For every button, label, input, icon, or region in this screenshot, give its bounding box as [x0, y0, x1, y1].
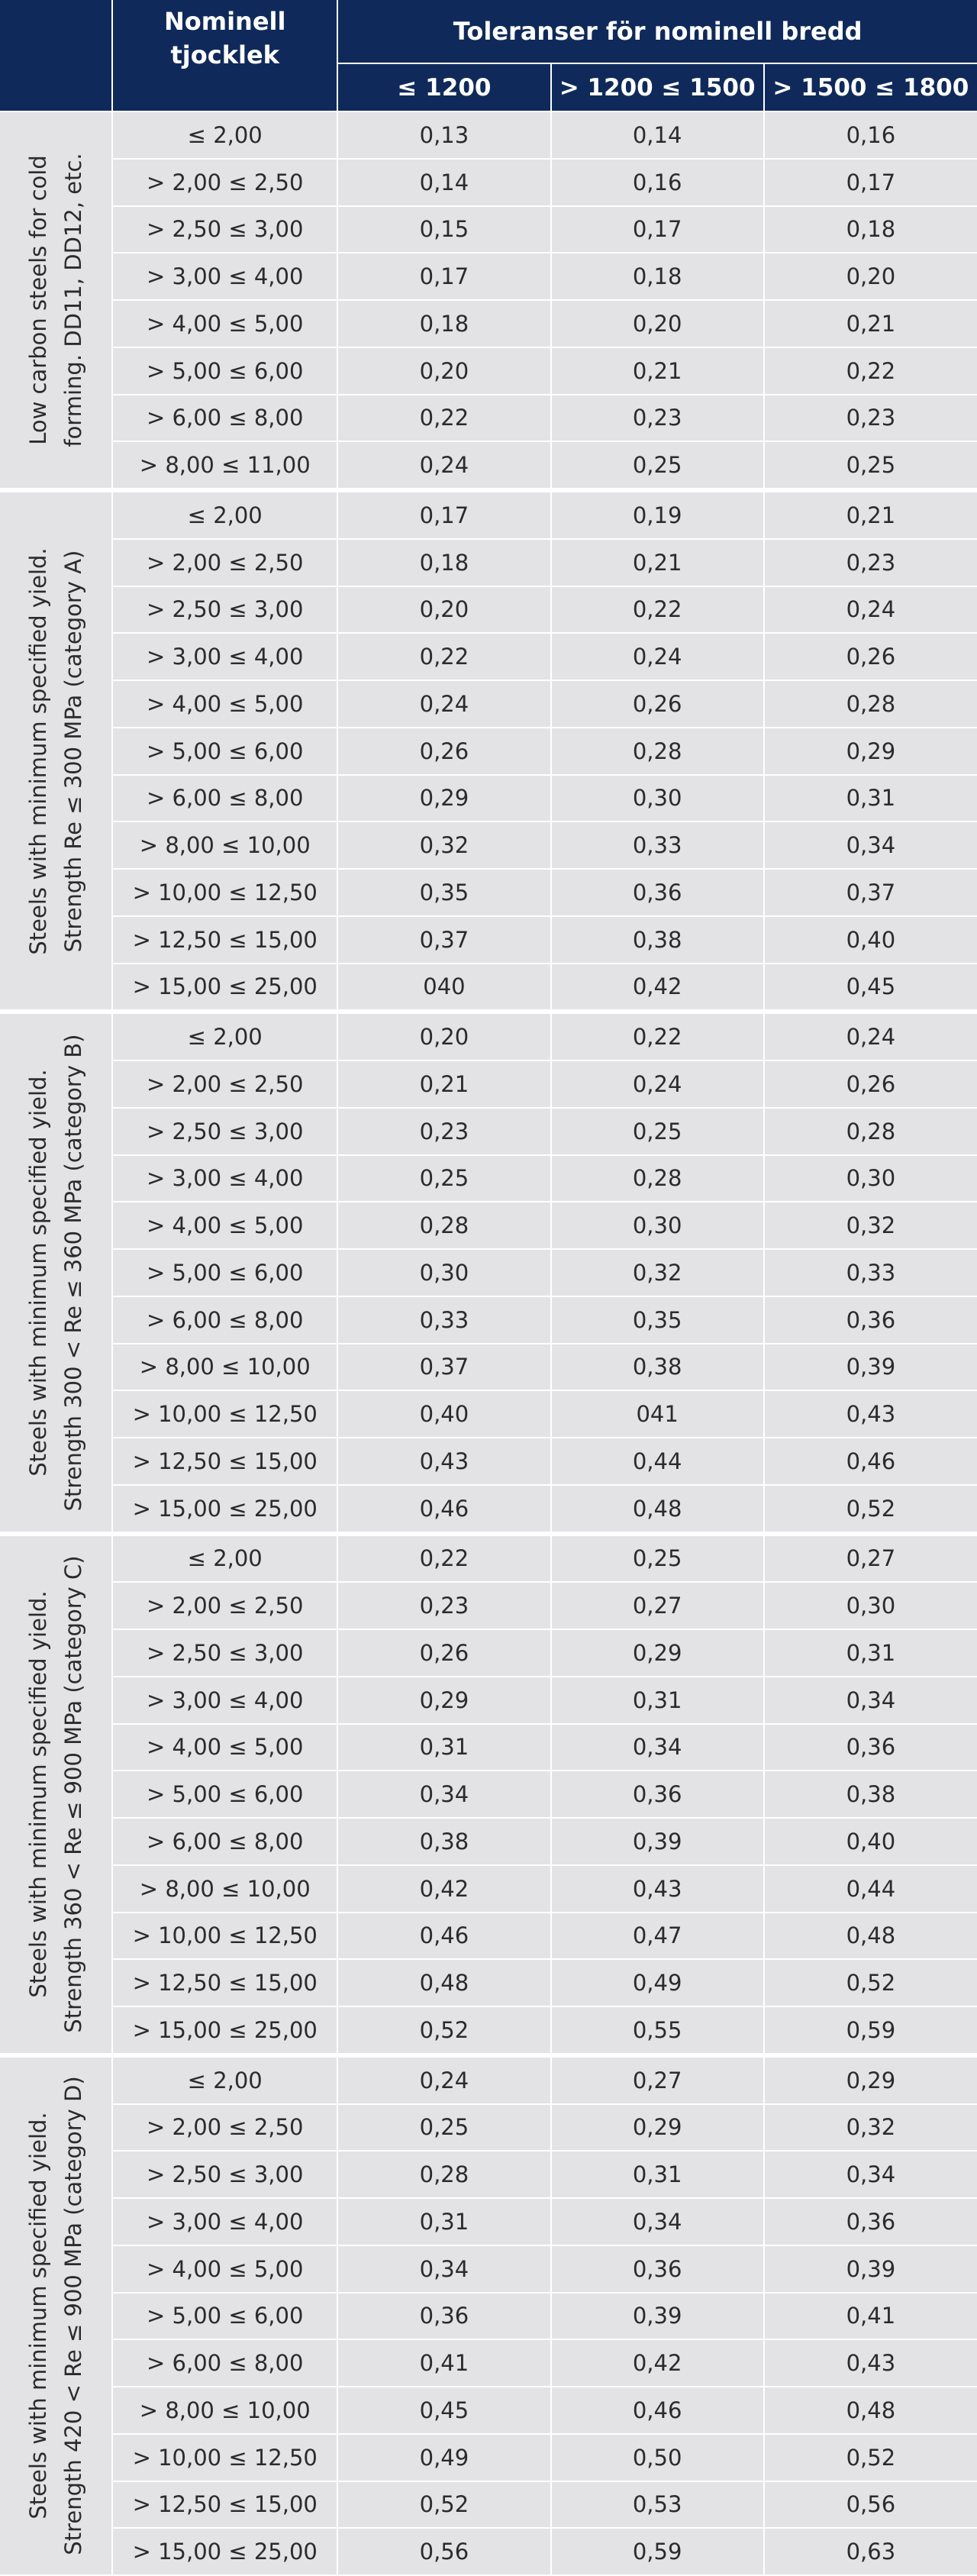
tolerance-cell: 0,29 [764, 2055, 977, 2104]
thickness-cell: > 8,00 ≤ 10,00 [112, 2387, 337, 2434]
thickness-cell: > 2,00 ≤ 2,50 [112, 2104, 337, 2152]
tolerance-cell: 0,23 [551, 395, 764, 442]
thickness-cell: > 4,00 ≤ 5,00 [112, 1724, 337, 1771]
thickness-cell: > 6,00 ≤ 8,00 [112, 2339, 337, 2387]
tolerance-cell: 0,52 [764, 1485, 977, 1534]
tolerance-cell: 0,32 [337, 822, 550, 869]
tolerance-cell: 0,31 [337, 1724, 550, 1771]
thickness-cell: > 3,00 ≤ 4,00 [112, 633, 337, 680]
tolerance-cell: 0,30 [764, 1155, 977, 1202]
tolerance-cell: 0,44 [551, 1438, 764, 1485]
thickness-cell: ≤ 2,00 [112, 111, 337, 159]
tolerance-cell: 0,20 [337, 586, 550, 634]
tolerance-cell: 0,18 [551, 253, 764, 300]
table-row [0, 1959, 977, 2006]
tolerance-cell: 0,35 [551, 1296, 764, 1344]
thickness-cell: > 12,50 ≤ 15,00 [112, 916, 337, 964]
tolerance-cell: 0,25 [551, 441, 764, 490]
tolerance-cell: 0,16 [551, 159, 764, 206]
tolerance-cell: 0,24 [551, 633, 764, 680]
tolerance-cell: 0,43 [764, 1390, 977, 1438]
table-row [0, 300, 977, 347]
thickness-cell: > 2,50 ≤ 3,00 [112, 1629, 337, 1677]
tolerance-cell: 0,24 [764, 586, 977, 634]
tolerance-cell: 0,43 [764, 2339, 977, 2387]
table-row [0, 1155, 977, 1202]
tolerance-cell: 0,29 [337, 1677, 550, 1724]
tolerance-cell: 0,25 [337, 1155, 550, 1202]
tolerance-cell: 0,31 [337, 2198, 550, 2245]
table-row [0, 2434, 977, 2481]
width-header-1: ≤ 1200 [337, 63, 550, 111]
tolerance-cell: 0,45 [764, 964, 977, 1012]
tolerance-cell: 0,43 [337, 1438, 550, 1485]
table-row [0, 1060, 977, 1108]
tolerance-cell: 0,27 [551, 1582, 764, 1629]
thickness-cell: > 4,00 ≤ 5,00 [112, 1202, 337, 1249]
tolerance-cell: 0,22 [551, 1012, 764, 1060]
group-label-line: Steels with minimum specified yield. [25, 547, 52, 955]
tolerance-cell: 0,48 [764, 1913, 977, 1960]
table-row [0, 1818, 977, 1865]
tolerance-cell: 0,39 [764, 1344, 977, 1391]
table-row [0, 1344, 977, 1391]
table-row [0, 490, 977, 539]
thickness-cell: ≤ 2,00 [112, 2055, 337, 2104]
tolerance-cell: 0,38 [551, 1344, 764, 1391]
thickness-cell: > 2,00 ≤ 2,50 [112, 1060, 337, 1108]
tolerance-cell: 0,29 [551, 1629, 764, 1677]
table-row [0, 2006, 977, 2055]
thickness-cell: > 5,00 ≤ 6,00 [112, 1249, 337, 1296]
tolerance-cell: 0,56 [337, 2528, 550, 2575]
tolerance-cell: 0,20 [337, 347, 550, 395]
tolerance-cell: 0,53 [551, 2481, 764, 2529]
tolerance-cell: 0,24 [337, 2055, 550, 2104]
table-row [0, 1534, 977, 1583]
group-label-cell [0, 490, 112, 1012]
thickness-cell: > 6,00 ≤ 8,00 [112, 1296, 337, 1344]
thickness-cell: > 2,50 ≤ 3,00 [112, 2151, 337, 2198]
tolerance-cell: 0,22 [551, 586, 764, 634]
tolerance-cell: 0,25 [551, 1534, 764, 1583]
tolerance-cell: 0,18 [337, 300, 550, 347]
tolerance-cell: 0,33 [337, 1296, 550, 1344]
tolerance-cell: 0,34 [337, 2245, 550, 2293]
thickness-cell: > 15,00 ≤ 25,00 [112, 2528, 337, 2575]
thickness-cell: > 6,00 ≤ 8,00 [112, 1818, 337, 1865]
thickness-cell: > 8,00 ≤ 10,00 [112, 822, 337, 869]
tolerance-cell: 0,21 [551, 539, 764, 586]
table-row [0, 2481, 977, 2529]
tolerance-cell: 0,39 [551, 1818, 764, 1865]
thickness-cell: > 6,00 ≤ 8,00 [112, 775, 337, 822]
tolerance-cell: 0,14 [337, 159, 550, 206]
tolerance-cell: 0,31 [551, 1677, 764, 1724]
table-row [0, 1913, 977, 1960]
group-label-line: Steels with minimum specified yield. [25, 1069, 52, 1477]
table-row [0, 822, 977, 869]
table-row [0, 1108, 977, 1155]
tolerance-cell: 0,29 [764, 728, 977, 775]
group-label-cell [0, 2055, 112, 2575]
thickness-cell: > 10,00 ≤ 12,50 [112, 1390, 337, 1438]
tolerance-cell: 0,37 [337, 1344, 550, 1391]
thickness-cell: > 12,50 ≤ 15,00 [112, 1438, 337, 1485]
tolerance-cell: 0,34 [764, 1677, 977, 1724]
table-row [0, 1296, 977, 1344]
tolerance-cell: 0,46 [337, 1485, 550, 1534]
tolerance-cell: 0,38 [764, 1771, 977, 1818]
table-row [0, 1390, 977, 1438]
table-row [0, 964, 977, 1012]
table-row [0, 159, 977, 206]
thickness-cell: ≤ 2,00 [112, 490, 337, 539]
thickness-cell: > 5,00 ≤ 6,00 [112, 2293, 337, 2340]
tolerance-cell: 0,52 [337, 2006, 550, 2055]
tolerance-cell: 0,52 [764, 1959, 977, 2006]
tolerance-cell: 0,30 [551, 1202, 764, 1249]
thickness-cell: > 3,00 ≤ 4,00 [112, 253, 337, 300]
thickness-header: Nominell tjocklek [112, 0, 337, 111]
tolerance-cell: 0,50 [551, 2434, 764, 2481]
tolerance-cell: 0,20 [764, 253, 977, 300]
tolerance-cell: 0,30 [764, 1582, 977, 1629]
thickness-cell: > 5,00 ≤ 6,00 [112, 1771, 337, 1818]
group-label-line: Steels with minimum specified yield. [25, 2112, 52, 2520]
thickness-cell: > 2,00 ≤ 2,50 [112, 1582, 337, 1629]
tolerance-cell: 0,42 [551, 2339, 764, 2387]
tolerance-cell: 0,29 [337, 775, 550, 822]
tolerance-cell: 0,27 [764, 1534, 977, 1583]
tolerance-cell: 0,48 [337, 1959, 550, 2006]
table-row [0, 539, 977, 586]
thickness-cell: > 2,50 ≤ 3,00 [112, 1108, 337, 1155]
table-row [0, 347, 977, 395]
thickness-cell: > 15,00 ≤ 25,00 [112, 2006, 337, 2055]
thickness-cell: > 5,00 ≤ 6,00 [112, 347, 337, 395]
tolerance-cell: 0,44 [764, 1865, 977, 1913]
table-row [0, 1012, 977, 1060]
tolerance-cell: 0,36 [551, 869, 764, 916]
tolerance-cell: 0,43 [551, 1865, 764, 1913]
table-body [0, 111, 977, 2575]
tolerance-cell: 041 [551, 1390, 764, 1438]
tolerance-cell: 0,26 [551, 680, 764, 728]
table-row [0, 1249, 977, 1296]
tolerance-cell: 0,28 [551, 728, 764, 775]
table-row [0, 869, 977, 916]
table-row [0, 111, 977, 159]
tolerance-cell: 0,55 [551, 2006, 764, 2055]
tolerance-cell: 0,20 [337, 1012, 550, 1060]
tolerance-cell: 0,21 [551, 347, 764, 395]
tolerance-cell: 0,15 [337, 206, 550, 253]
tolerance-cell: 0,56 [764, 2481, 977, 2529]
thickness-cell: > 15,00 ≤ 25,00 [112, 964, 337, 1012]
tolerance-cell: 0,22 [337, 395, 550, 442]
tolerance-cell: 0,26 [764, 1060, 977, 1108]
thickness-cell: > 4,00 ≤ 5,00 [112, 300, 337, 347]
table-row [0, 1582, 977, 1629]
tolerance-cell: 0,35 [337, 869, 550, 916]
group-label-line: Strength 300 < Re ≤ 360 MPa (category B) [60, 1034, 87, 1512]
corner-header [0, 0, 112, 111]
tolerance-cell: 0,17 [337, 253, 550, 300]
table-row [0, 916, 977, 964]
tolerance-cell: 0,25 [551, 1108, 764, 1155]
table-row [0, 2151, 977, 2198]
tolerance-cell: 0,46 [337, 1913, 550, 1960]
thickness-cell: > 2,00 ≤ 2,50 [112, 159, 337, 206]
thickness-cell: > 12,50 ≤ 15,00 [112, 1959, 337, 2006]
tolerance-cell: 0,40 [764, 916, 977, 964]
tolerance-cell: 0,26 [337, 1629, 550, 1677]
tolerance-cell: 0,26 [337, 728, 550, 775]
tolerance-cell: 0,31 [764, 775, 977, 822]
tolerance-cell: 0,21 [764, 300, 977, 347]
tolerance-cell: 0,28 [551, 1155, 764, 1202]
tolerance-cell: 0,46 [551, 2387, 764, 2434]
tolerance-cell: 0,31 [551, 2151, 764, 2198]
tolerance-cell: 0,48 [764, 2387, 977, 2434]
tolerance-cell: 0,23 [337, 1582, 550, 1629]
thickness-cell: > 5,00 ≤ 6,00 [112, 728, 337, 775]
tolerance-cell: 0,28 [764, 680, 977, 728]
tolerance-cell: 0,31 [764, 1629, 977, 1677]
tolerance-cell: 0,23 [337, 1108, 550, 1155]
tolerance-cell: 0,18 [337, 539, 550, 586]
group-label-line: Low carbon steels for cold [25, 155, 52, 445]
tolerance-cell: 0,63 [764, 2528, 977, 2575]
tolerance-header: Toleranser för nominell bredd [337, 0, 977, 63]
tolerance-cell: 0,25 [764, 441, 977, 490]
tolerance-cell: 0,30 [551, 775, 764, 822]
tolerance-cell: 0,37 [764, 869, 977, 916]
group-label [21, 2077, 91, 2555]
table-row [0, 2387, 977, 2434]
thickness-cell: > 10,00 ≤ 12,50 [112, 869, 337, 916]
group-label-line: Strength 360 < Re ≤ 900 MPa (category C) [60, 1555, 87, 2033]
tolerance-cell: 0,28 [337, 1202, 550, 1249]
tolerance-cell: 0,29 [551, 2104, 764, 2152]
tolerance-cell: 0,28 [764, 1108, 977, 1155]
tolerance-cell: 0,34 [551, 2198, 764, 2245]
tolerance-cell: 0,46 [764, 1438, 977, 1485]
tolerance-cell: 0,48 [551, 1485, 764, 1534]
tolerance-cell: 0,34 [764, 822, 977, 869]
table-row [0, 2104, 977, 2152]
table-row [0, 2339, 977, 2387]
tolerance-cell: 0,14 [551, 111, 764, 159]
table-row [0, 1771, 977, 1818]
tolerance-cell: 0,30 [337, 1249, 550, 1296]
width-header-2: > 1200 ≤ 1500 [551, 63, 764, 111]
tolerance-cell: 0,32 [764, 2104, 977, 2152]
table-row [0, 728, 977, 775]
tolerance-cell: 0,36 [764, 1296, 977, 1344]
tolerance-cell: 0,38 [337, 1818, 550, 1865]
thickness-cell: > 10,00 ≤ 12,50 [112, 2434, 337, 2481]
tolerance-cell: 0,36 [551, 2245, 764, 2293]
table-row [0, 680, 977, 728]
tolerance-cell: 0,16 [764, 111, 977, 159]
tolerance-cell: 0,49 [551, 1959, 764, 2006]
tolerance-cell: 0,27 [551, 2055, 764, 2104]
group-label-cell [0, 1012, 112, 1533]
tolerance-cell: 0,52 [764, 2434, 977, 2481]
group-label [21, 1034, 91, 1511]
tolerance-cell: 0,23 [764, 539, 977, 586]
tolerance-cell: 0,24 [764, 1012, 977, 1060]
group-label-line: Steels with minimum specified yield. [25, 1590, 52, 1998]
thickness-cell: > 2,00 ≤ 2,50 [112, 539, 337, 586]
tolerance-cell: 0,33 [551, 822, 764, 869]
group-label-line: forming. DD11, DD12, etc. [60, 153, 87, 447]
table-row [0, 633, 977, 680]
table-row [0, 395, 977, 442]
table-row [0, 441, 977, 490]
thickness-cell: > 6,00 ≤ 8,00 [112, 395, 337, 442]
tolerance-cell: 0,34 [337, 1771, 550, 1818]
tolerance-cell: 0,23 [764, 395, 977, 442]
tolerance-cell: 0,32 [764, 1202, 977, 1249]
tolerance-cell: 0,52 [337, 2481, 550, 2529]
tolerance-cell: 0,49 [337, 2434, 550, 2481]
thickness-cell: > 12,50 ≤ 15,00 [112, 2481, 337, 2529]
thickness-cell: > 3,00 ≤ 4,00 [112, 2198, 337, 2245]
tolerance-cell: 0,39 [764, 2245, 977, 2293]
tolerance-cell: 0,59 [551, 2528, 764, 2575]
tolerance-cell: 0,40 [764, 1818, 977, 1865]
tolerance-cell: 0,22 [337, 633, 550, 680]
group-label [21, 153, 91, 447]
thickness-cell: > 15,00 ≤ 25,00 [112, 1485, 337, 1534]
table-row [0, 253, 977, 300]
table-row [0, 2245, 977, 2293]
tolerance-cell: 0,22 [764, 347, 977, 395]
group-label-line: Strength Re ≤ 300 MPa (category A) [60, 550, 87, 952]
tolerance-cell: 0,36 [764, 2198, 977, 2245]
width-header-3: > 1500 ≤ 1800 [764, 63, 977, 111]
table-row [0, 1677, 977, 1724]
tolerance-cell: 0,24 [337, 441, 550, 490]
thickness-cell: > 10,00 ≤ 12,50 [112, 1913, 337, 1960]
table-row [0, 1438, 977, 1485]
group-label [21, 1556, 91, 2033]
thickness-cell: > 2,50 ≤ 3,00 [112, 586, 337, 634]
group-label-line: Strength 420 < Re ≤ 900 MPa (category D) [60, 2076, 87, 2556]
thickness-cell: > 4,00 ≤ 5,00 [112, 2245, 337, 2293]
table-row [0, 586, 977, 634]
tolerance-cell: 0,36 [337, 2293, 550, 2340]
tolerance-cell: 0,17 [551, 206, 764, 253]
group-label [21, 547, 91, 954]
tolerance-cell: 0,32 [551, 1249, 764, 1296]
table-row [0, 1865, 977, 1913]
thickness-cell: > 8,00 ≤ 10,00 [112, 1344, 337, 1391]
tolerance-cell: 0,36 [764, 1724, 977, 1771]
table-row [0, 2055, 977, 2104]
tolerance-cell: 0,24 [551, 1060, 764, 1108]
thickness-cell: ≤ 2,00 [112, 1534, 337, 1583]
tolerance-cell: 0,18 [764, 206, 977, 253]
tolerance-cell: 0,20 [551, 300, 764, 347]
tolerance-cell: 0,22 [337, 1534, 550, 1583]
tolerance-cell: 0,47 [551, 1913, 764, 1960]
group-label-cell [0, 111, 112, 490]
tolerance-cell: 0,39 [551, 2293, 764, 2340]
tolerance-cell: 0,41 [764, 2293, 977, 2340]
thickness-cell: ≤ 2,00 [112, 1012, 337, 1060]
tolerance-cell: 0,37 [337, 916, 550, 964]
tolerance-cell: 0,17 [337, 490, 550, 539]
tolerance-cell: 0,38 [551, 916, 764, 964]
thickness-cell: > 3,00 ≤ 4,00 [112, 1677, 337, 1724]
tolerance-cell: 0,25 [337, 2104, 550, 2152]
table-row [0, 1724, 977, 1771]
tolerance-cell: 0,13 [337, 111, 550, 159]
tolerance-cell: 0,24 [337, 680, 550, 728]
tolerance-cell: 0,26 [764, 633, 977, 680]
tolerance-cell: 0,33 [764, 1249, 977, 1296]
tolerance-cell: 040 [337, 964, 550, 1012]
table-row [0, 2198, 977, 2245]
table-row [0, 2293, 977, 2340]
tolerance-cell: 0,28 [337, 2151, 550, 2198]
thickness-cell: > 8,00 ≤ 10,00 [112, 1865, 337, 1913]
table-row [0, 206, 977, 253]
thickness-cell: > 8,00 ≤ 11,00 [112, 441, 337, 490]
thickness-cell: > 3,00 ≤ 4,00 [112, 1155, 337, 1202]
thickness-cell: > 4,00 ≤ 5,00 [112, 680, 337, 728]
tolerance-cell: 0,42 [551, 964, 764, 1012]
table-row [0, 1629, 977, 1677]
tolerance-cell: 0,59 [764, 2006, 977, 2055]
table-row [0, 775, 977, 822]
tolerance-cell: 0,40 [337, 1390, 550, 1438]
tolerance-cell: 0,34 [551, 1724, 764, 1771]
table-row [0, 2528, 977, 2575]
table-row [0, 1202, 977, 1249]
tolerance-cell: 0,34 [764, 2151, 977, 2198]
tolerance-cell: 0,21 [764, 490, 977, 539]
tolerance-cell: 0,42 [337, 1865, 550, 1913]
tolerance-cell: 0,19 [551, 490, 764, 539]
tolerance-cell: 0,36 [551, 1771, 764, 1818]
tolerance-cell: 0,45 [337, 2387, 550, 2434]
group-label-cell [0, 1534, 112, 2055]
thickness-cell: > 2,50 ≤ 3,00 [112, 206, 337, 253]
tolerance-cell: 0,21 [337, 1060, 550, 1108]
tolerance-cell: 0,17 [764, 159, 977, 206]
tolerance-cell: 0,41 [337, 2339, 550, 2387]
table-row [0, 1485, 977, 1534]
